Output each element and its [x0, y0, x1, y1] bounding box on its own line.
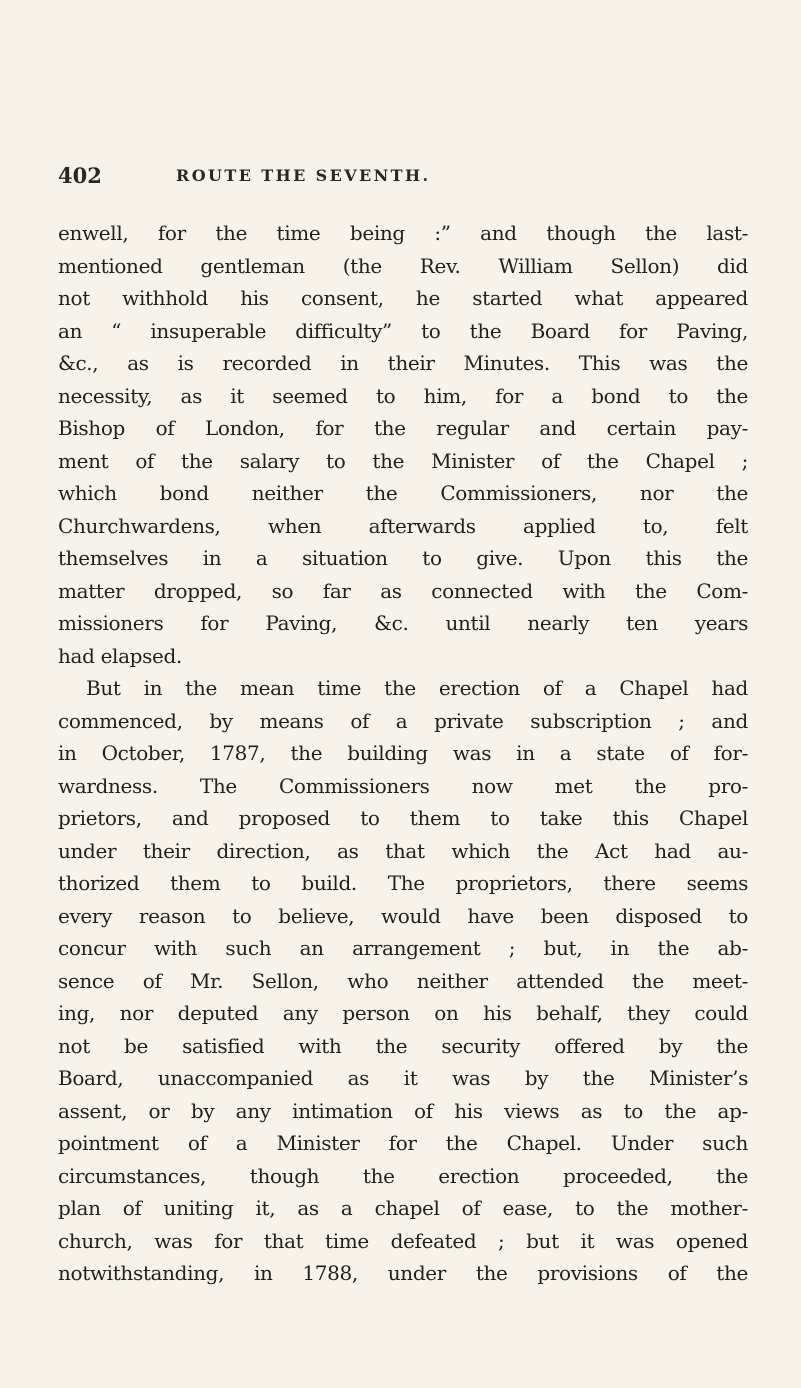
text-line: missioners for Paving, &c. until nearly ten years [58, 611, 748, 635]
text-line: wardness. The Commissioners now met the pro- [58, 773, 748, 798]
text-line: ment of the salary to the Minister of the Chapel ; [58, 448, 748, 473]
text-line: assent, or by any intimation of his views as to the ap- [58, 1098, 748, 1123]
text-line: necessity, as it seemed to him, for a bond to the [58, 383, 748, 408]
page-header [58, 163, 748, 193]
text-line: Board, unaccompanied as it was by the Minister’s [58, 1066, 748, 1090]
body-text [58, 217, 748, 1290]
text-line: thorized them to build. The proprietors, there seems [58, 871, 748, 895]
text-line: enwell, for the time being :” and though the last- [58, 221, 748, 245]
text-line: concur with such an arrangement ; but, in the ab- [58, 936, 748, 960]
text-line: Bishop of London, for the regular and certain pay- [58, 416, 748, 440]
text-line: notwithstanding, in 1788, under the provisions of the [58, 1261, 748, 1285]
text-line: themselves in a situation to give. Upon this the [58, 546, 748, 570]
text-line: plan of uniting it, as a chapel of ease, to the mother- [58, 1196, 748, 1220]
text-line: mentioned gentleman (the Rev. William Sellon) did [58, 253, 748, 278]
text-line: circumstances, though the erection proceeded, the [58, 1163, 748, 1188]
text-line: an “ insuperable difficulty” to the Board for Paving, [58, 318, 748, 343]
page-number: 402 [58, 163, 102, 188]
paragraph-end-line: had elapsed. [58, 643, 182, 668]
text-line: ing, nor deputed any person on his behalf, they could [58, 1001, 748, 1025]
text-line: church, was for that time defeated ; but it was opened [58, 1228, 748, 1253]
text-line: prietors, and proposed to them to take this Chapel [58, 806, 748, 830]
text-line: sence of Mr. Sellon, who neither attended the meet- [58, 968, 748, 993]
text-line: in October, 1787, the building was in a state of for- [58, 741, 748, 765]
text-line: matter dropped, so far as connected with the Com- [58, 578, 748, 603]
running-head: ROUTE THE SEVENTH. [176, 166, 431, 185]
text-line: Churchwardens, when afterwards applied to, felt [58, 513, 748, 538]
text-line: which bond neither the Commissioners, nor the [58, 481, 748, 505]
paragraph-first-line: But in the mean time the erection of a Chapel had [86, 676, 748, 700]
text-line: every reason to believe, would have been disposed to [58, 903, 748, 928]
text-line: commenced, by means of a private subscription ; and [58, 708, 748, 733]
text-line: pointment of a Minister for the Chapel. Under such [58, 1131, 748, 1155]
text-line: not be satisfied with the security offered by the [58, 1033, 748, 1058]
text-line: &c., as is recorded in their Minutes. This was the [58, 351, 748, 375]
text-line: not withhold his consent, he started what appeared [58, 286, 748, 310]
text-line: under their direction, as that which the Act had au- [58, 838, 748, 863]
